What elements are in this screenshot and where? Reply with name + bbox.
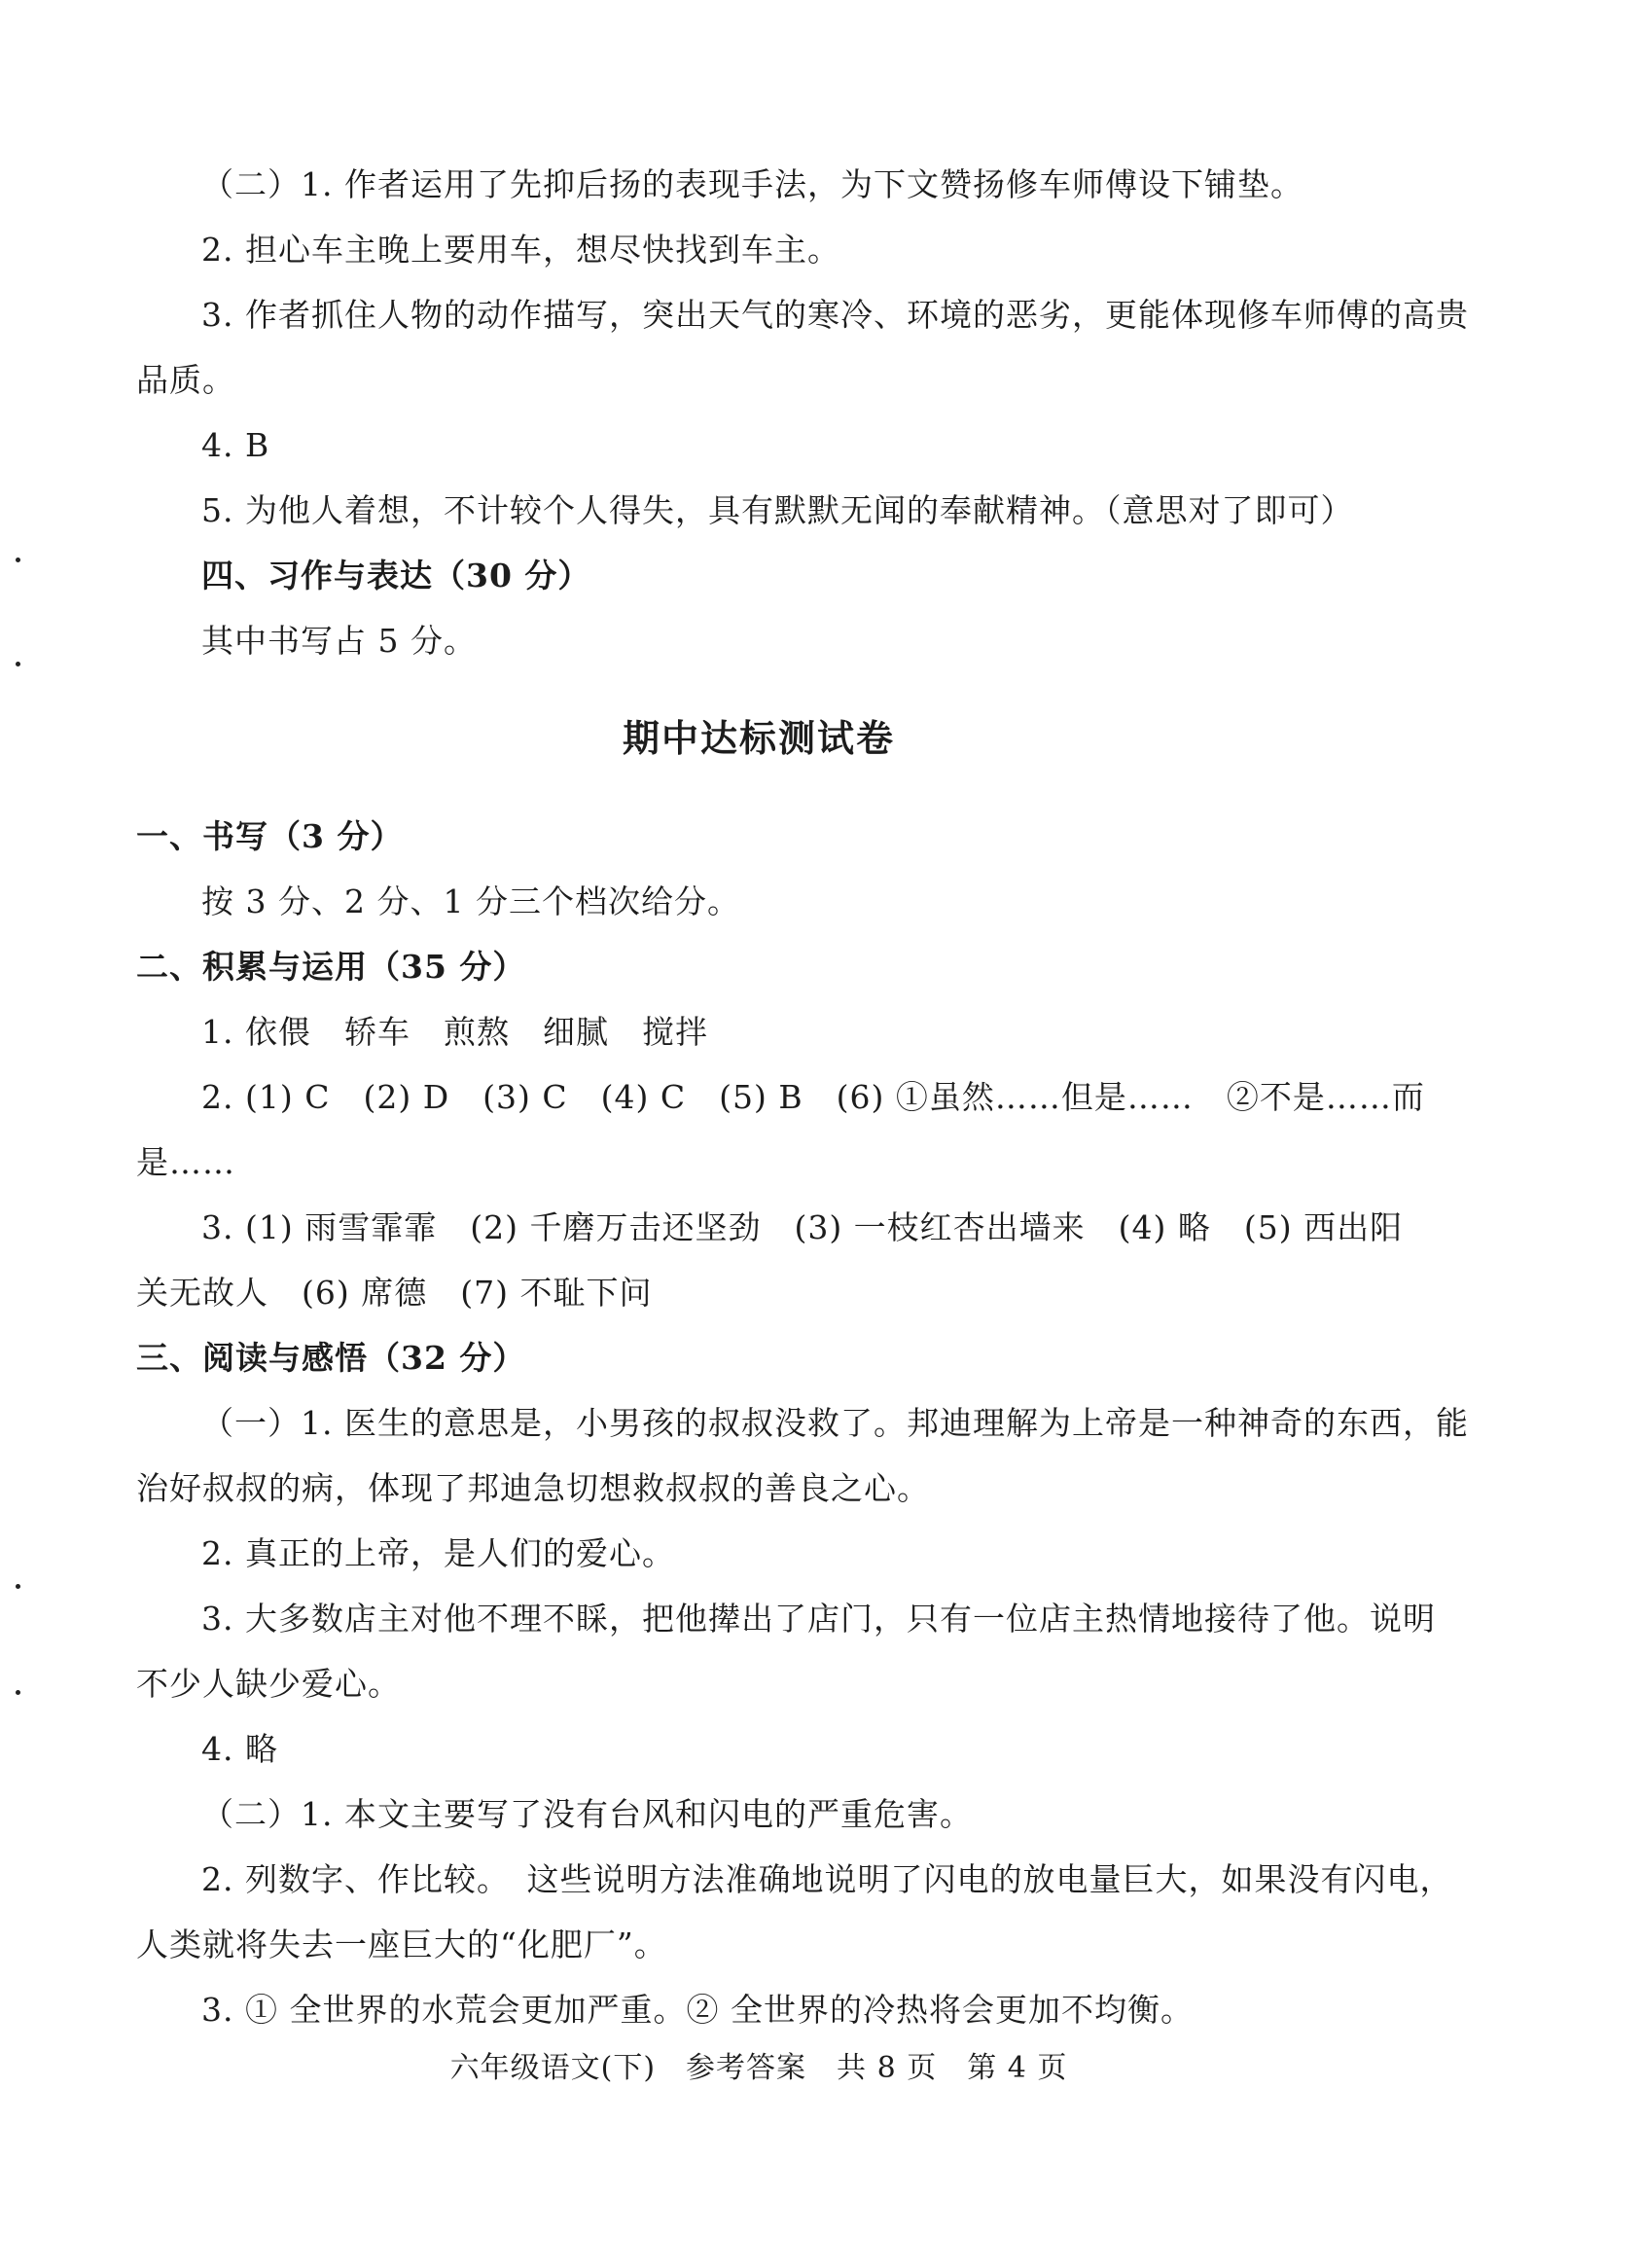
- answer-q3-cont: 关无故人 (6) 席德 (7) 不耻下问: [136, 1274, 653, 1312]
- page-footer: 六年级语文(下) 参考答案 共 8 页 第 4 页: [449, 2051, 1068, 2085]
- reading-2-q2: 2. 列数字、作比较。 这些说明方法准确地说明了闪电的放电量巨大，如果没有闪电，: [201, 1860, 1453, 1898]
- answer-2-5: 5. 为他人着想，不计较个人得失，具有默默无闻的奉献精神。（意思对了即可）: [201, 491, 1354, 529]
- margin-dot: [16, 662, 20, 666]
- document-title: 期中达标测试卷: [622, 716, 895, 760]
- answer-q2: 2. (1) C (2) D (3) C (4) C (5) B (6) ①虽然……但是…… ②不是……而: [201, 1078, 1425, 1116]
- reading-2-q3: 3. ① 全世界的水荒会更加严重。② 全世界的冷热将会更加不均衡。: [201, 1991, 1194, 2029]
- answer-2-3: 3. 作者抓住人物的动作描写，突出天气的寒冷、环境的恶劣，更能体现修车师傅的高贵: [201, 296, 1469, 334]
- answer-2-4: 4. B: [201, 426, 270, 464]
- answer-2-1: （二）1. 作者运用了先抑后扬的表现手法，为下文赞扬修车师傅设下铺垫。: [201, 165, 1303, 203]
- answer-q1: 1. 依偎 轿车 煎熬 细腻 搅拌: [201, 1013, 708, 1051]
- reading-2-q2-cont: 人类就将失去一座巨大的“化肥厂”。: [136, 1926, 667, 1963]
- answer-q2-cont: 是……: [136, 1143, 235, 1181]
- reading-1-q3-cont: 不少人缺少爱心。: [136, 1665, 401, 1703]
- section-4-heading: 四、习作与表达（30 分）: [201, 557, 591, 594]
- reading-1-q1-cont: 治好叔叔的病，体现了邦迪急切想救叔叔的善良之心。: [136, 1469, 930, 1507]
- answer-2-2: 2. 担心车主晚上要用车，想尽快找到车主。: [201, 231, 840, 269]
- answer-2-3-cont: 品质。: [136, 361, 235, 399]
- margin-dot: [16, 558, 20, 562]
- reading-1-q4: 4. 略: [201, 1730, 278, 1768]
- section-1-heading: 一、书写（3 分）: [136, 817, 404, 855]
- section-4-note: 其中书写占 5 分。: [201, 622, 477, 660]
- reading-1-q3: 3. 大多数店主对他不理不睬，把他撵出了店门，只有一位店主热情地接待了他。说明: [201, 1600, 1436, 1638]
- section-3-heading: 三、阅读与感悟（32 分）: [136, 1339, 526, 1377]
- reading-1-q2: 2. 真正的上帝，是人们的爱心。: [201, 1534, 675, 1572]
- answer-q3: 3. (1) 雨雪霏霏 (2) 千磨万击还坚劲 (3) 一枝红杏出墙来 (4) 略 (5) 西出阳: [201, 1208, 1404, 1246]
- section-2-heading: 二、积累与运用（35 分）: [136, 948, 526, 986]
- margin-dot: [16, 1584, 20, 1589]
- reading-1-q1: （一）1. 医生的意思是，小男孩的叔叔没救了。邦迪理解为上帝是一种神奇的东西，能: [201, 1404, 1469, 1442]
- margin-dot: [16, 1690, 20, 1695]
- reading-2-q1: （二）1. 本文主要写了没有台风和闪电的严重危害。: [201, 1795, 973, 1833]
- section-1-note: 按 3 分、2 分、1 分三个档次给分。: [201, 882, 740, 920]
